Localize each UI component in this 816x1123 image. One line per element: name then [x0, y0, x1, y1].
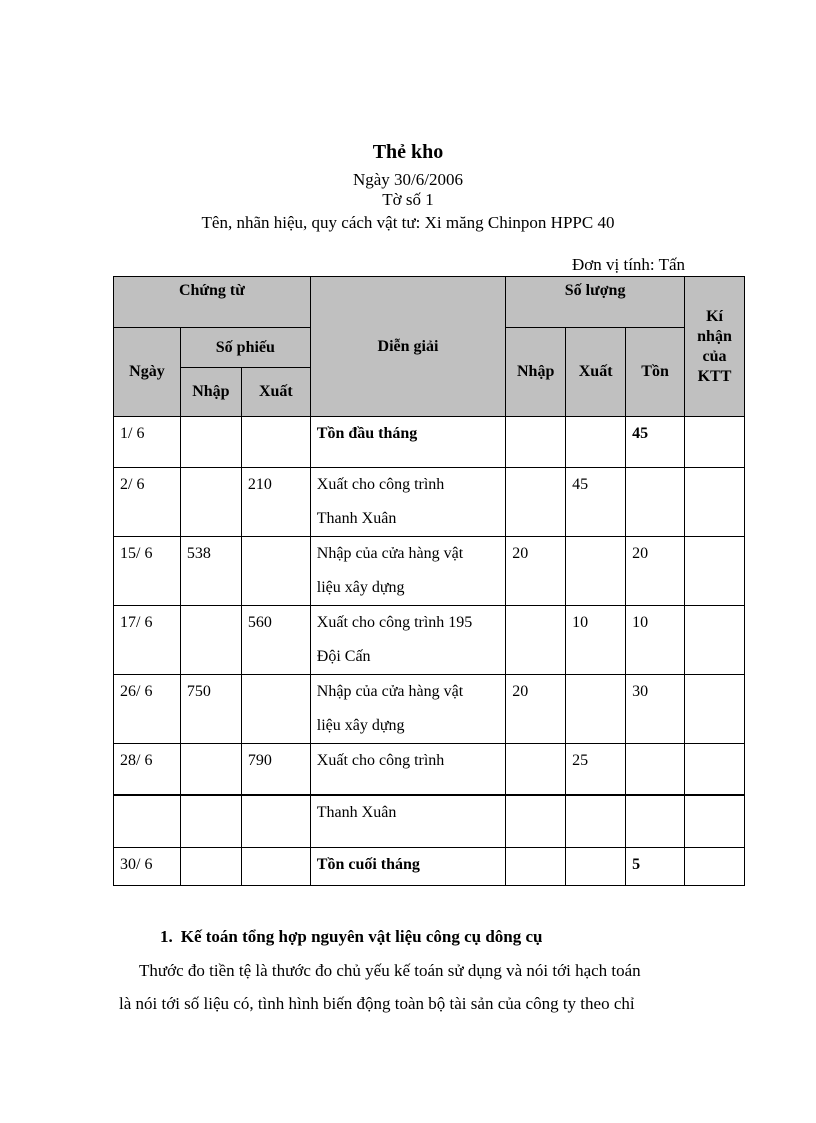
dien-giai-line: Nhập của cửa hàng vật — [316, 545, 464, 562]
header-ngay: Ngày — [114, 328, 181, 417]
table-row — [114, 848, 745, 886]
table-row — [114, 606, 745, 675]
table-row — [114, 744, 745, 795]
cell-so-nhap — [180, 606, 241, 675]
dien-giai-line: Xuất cho công trình — [316, 752, 445, 769]
header-chung-tu: Chứng từ — [114, 277, 311, 328]
cell-ton: 20 — [626, 537, 685, 606]
cell-so-xuat — [241, 537, 310, 606]
cell-ki-nhan — [685, 417, 745, 468]
cell-ngay: 26/ 6 — [114, 675, 181, 744]
cell-xuat — [566, 537, 626, 606]
cell-ki-nhan — [685, 468, 745, 537]
table-row — [114, 417, 745, 468]
cell-xuat: 25 — [566, 744, 626, 795]
cell-so-xuat — [241, 795, 310, 848]
table-row — [114, 537, 745, 606]
dien-giai-line: Nhập của cửa hàng vật — [316, 683, 464, 700]
dien-giai-line-2: Thanh Xuân — [316, 510, 397, 527]
section-heading — [160, 927, 543, 947]
dien-giai-line: Tồn cuối tháng — [316, 856, 420, 873]
cell-ki-nhan — [685, 537, 745, 606]
cell-so-nhap: 750 — [180, 675, 241, 744]
cell-so-xuat — [241, 848, 310, 886]
cell-so-nhap — [180, 848, 241, 886]
header-dien-giai: Diễn giải — [310, 277, 505, 417]
cell-so-xuat: 210 — [241, 468, 310, 537]
header-sl-xuat: Xuất — [566, 328, 626, 417]
cell-ton — [626, 468, 685, 537]
cell-so-nhap — [180, 795, 241, 848]
dien-giai-line: Xuất cho công trình — [316, 476, 445, 493]
cell-ngay: 17/ 6 — [114, 606, 181, 675]
cell-nhap — [506, 848, 566, 886]
cell-nhap: 20 — [506, 537, 566, 606]
cell-ki-nhan — [685, 744, 745, 795]
cell-so-xuat: 790 — [241, 744, 310, 795]
cell-ngay: 28/ 6 — [114, 744, 181, 795]
cell-dien-giai — [310, 417, 505, 468]
header-ki-nhan: Kí nhận của KTT — [685, 277, 745, 417]
dien-giai-line: Thanh Xuân — [316, 803, 397, 821]
paragraph-line-1: Thước đo tiền tệ là thước đo chủ yếu kế toán sử dụng và nói tới hạch toán — [139, 961, 641, 980]
cell-ngay: 1/ 6 — [114, 417, 181, 468]
cell-nhap — [506, 744, 566, 795]
stock-card-table — [113, 276, 745, 886]
dien-giai-line-2: liệu xây dựng — [316, 579, 405, 596]
cell-dien-giai — [310, 468, 505, 537]
cell-dien-giai — [310, 606, 505, 675]
section-number: 1. — [160, 927, 173, 946]
cell-ton: 30 — [626, 675, 685, 744]
cell-dien-giai — [310, 795, 505, 848]
dien-giai-line-2: Đội Cấn — [316, 648, 371, 665]
cell-ki-nhan — [685, 848, 745, 886]
cell-dien-giai — [310, 537, 505, 606]
cell-ki-nhan — [685, 606, 745, 675]
dien-giai-line-2: liệu xây dựng — [316, 717, 405, 734]
cell-xuat — [566, 417, 626, 468]
unit-of-measure: Đơn vị tính: Tấn — [572, 255, 686, 274]
cell-ki-nhan — [685, 675, 745, 744]
header-phieu-xuat: Xuất — [241, 368, 310, 417]
cell-dien-giai — [310, 848, 505, 886]
cell-xuat: 10 — [566, 606, 626, 675]
cell-so-xuat — [241, 417, 310, 468]
header-row-1 — [114, 277, 745, 328]
cell-ngay: 2/ 6 — [114, 468, 181, 537]
dien-giai-line: Tồn đầu tháng — [316, 425, 418, 442]
cell-ton — [626, 744, 685, 795]
cell-so-nhap — [180, 417, 241, 468]
document-title: Thẻ kho — [372, 141, 444, 163]
cell-xuat: 45 — [566, 468, 626, 537]
sheet-number: Tờ số 1 — [382, 190, 434, 209]
table-row — [114, 468, 745, 537]
cell-xuat — [566, 848, 626, 886]
section-heading-text: Kế toán tổng hợp nguyên vật liệu công cụ dông cụ — [180, 927, 543, 946]
header-so-luong: Số lượng — [506, 277, 685, 328]
cell-so-nhap: 538 — [180, 537, 241, 606]
cell-so-xuat: 560 — [241, 606, 310, 675]
cell-nhap — [506, 795, 566, 848]
header-sl-nhap: Nhập — [506, 328, 566, 417]
cell-ngay — [114, 795, 181, 848]
cell-ton — [626, 795, 685, 848]
cell-nhap — [506, 417, 566, 468]
cell-dien-giai — [310, 675, 505, 744]
cell-nhap — [506, 606, 566, 675]
header-phieu-nhap: Nhập — [180, 368, 241, 417]
cell-ngay: 15/ 6 — [114, 537, 181, 606]
paragraph-line-2: là nói tới số liệu có, tình hình biến động toàn bộ tài sản của công ty theo chỉ — [119, 994, 635, 1013]
cell-ton: 10 — [626, 606, 685, 675]
table-row — [114, 675, 745, 744]
material-description: Tên, nhãn hiệu, quy cách vật tư: Xi măng Chinpon HPPC 40 — [201, 213, 615, 232]
table-row — [114, 795, 745, 848]
cell-so-nhap — [180, 468, 241, 537]
cell-so-nhap — [180, 744, 241, 795]
cell-ki-nhan — [685, 795, 745, 848]
date-line: Ngày 30/6/2006 — [352, 170, 464, 189]
dien-giai-line: Xuất cho công trình 195 — [316, 614, 473, 631]
cell-xuat — [566, 795, 626, 848]
header-so-phieu: Số phiếu — [180, 328, 310, 368]
cell-ton: 45 — [626, 417, 685, 468]
cell-xuat — [566, 675, 626, 744]
cell-ton: 5 — [626, 848, 685, 886]
header-sl-ton: Tồn — [626, 328, 685, 417]
cell-so-xuat — [241, 675, 310, 744]
cell-ngay: 30/ 6 — [114, 848, 181, 886]
cell-dien-giai — [310, 744, 505, 795]
cell-nhap: 20 — [506, 675, 566, 744]
cell-nhap — [506, 468, 566, 537]
